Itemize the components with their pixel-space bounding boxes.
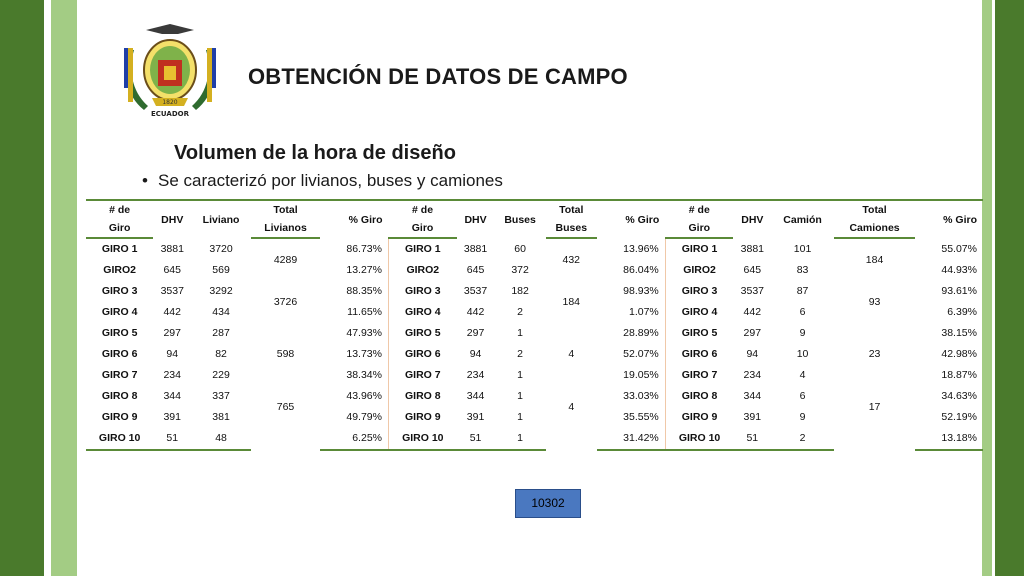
- header-giro-bottom: Giro: [389, 219, 457, 238]
- dhv-cell: 344: [163, 390, 181, 402]
- svg-text:ECUADOR: ECUADOR: [151, 110, 189, 118]
- liviano-cell: 3292: [209, 285, 233, 297]
- header-giro-top: # de: [389, 200, 457, 219]
- page-title: OBTENCIÓN DE DATOS DE CAMPO: [248, 64, 628, 89]
- giro-cell: GIRO 10: [86, 428, 153, 450]
- pct-giro-cell: 18.87%: [941, 369, 977, 381]
- giro-cell: GIRO 5: [101, 327, 138, 339]
- camion-cell: 87: [796, 285, 809, 297]
- total-livianos-cell: 598: [276, 348, 295, 360]
- dhv-cell: 234: [163, 369, 181, 381]
- giro-cell: GIRO 6: [405, 348, 441, 360]
- pct-giro-cell: 35.55%: [597, 407, 665, 428]
- header-pct-giro: % Giro: [597, 200, 665, 238]
- giro-cell: GIRO 6: [101, 348, 138, 360]
- total-livianos-cell: 3726: [273, 295, 298, 308]
- dhv-cell: 344: [743, 390, 762, 402]
- svg-text:1820: 1820: [162, 99, 178, 106]
- pct-giro-cell: 42.98%: [941, 348, 977, 360]
- liviano-cell: 569: [212, 264, 230, 276]
- giro-cell: GIRO2: [406, 264, 440, 276]
- pct-giro-cell: 52.07%: [597, 344, 665, 365]
- bullet-item: [142, 171, 503, 191]
- giro-cell: GIRO 8: [681, 390, 718, 402]
- left-dark-stripe: [0, 0, 44, 576]
- giro-cell: GIRO 4: [681, 306, 718, 318]
- giro-cell: GIRO 3: [405, 285, 441, 297]
- dhv-cell: 3881: [740, 242, 764, 255]
- pct-giro-cell: 44.93%: [941, 264, 977, 276]
- pct-giro-cell: 49.79%: [320, 407, 388, 428]
- camion-cell: 2: [771, 428, 834, 450]
- table-row: [86, 238, 983, 260]
- pct-giro-cell: 47.93%: [320, 323, 388, 344]
- header-total-top: Total: [546, 200, 597, 219]
- dhv-cell: 391: [743, 411, 762, 423]
- giro-cell: GIRO 4: [405, 306, 441, 318]
- buses-cell: 1: [517, 411, 524, 423]
- dhv-cell: 391: [466, 411, 485, 423]
- liviano-cell: 434: [212, 306, 230, 318]
- pct-giro-cell: 55.07%: [941, 242, 977, 255]
- dhv-cell: 234: [743, 369, 762, 381]
- total-buses-cell: 4: [568, 348, 575, 360]
- buses-cell: 60: [514, 242, 526, 255]
- header-giro-bottom: Giro: [86, 219, 153, 238]
- header-pct-giro: % Giro: [915, 200, 983, 238]
- dhv-cell: 94: [469, 348, 482, 360]
- pct-giro-cell: 28.89%: [597, 323, 665, 344]
- total-camiones-cell: 93: [868, 295, 881, 308]
- header-dhv: DHV: [153, 200, 191, 238]
- camion-cell: 101: [793, 242, 812, 255]
- pct-giro-cell: 13.27%: [320, 260, 388, 281]
- total-buses-cell: 184: [562, 295, 581, 308]
- bullet-text: Se caracterizó por livianos, buses y camiones: [158, 171, 503, 190]
- dhv-cell: 94: [746, 348, 759, 360]
- header-total-livianos: Livianos: [251, 219, 320, 238]
- giro-cell: GIRO2: [683, 264, 716, 276]
- dhv-cell: 442: [163, 306, 181, 318]
- liviano-cell: 48: [191, 428, 251, 450]
- section-subtitle: Volumen de la hora de diseño: [174, 142, 456, 164]
- camion-cell: 10: [796, 348, 809, 360]
- giro-cell: GIRO 8: [101, 390, 138, 402]
- header-camion: Camión: [771, 200, 834, 238]
- giro-cell: GIRO 9: [681, 411, 718, 423]
- grand-total-box: 10302: [515, 489, 581, 518]
- dhv-cell: 51: [733, 428, 771, 450]
- camion-cell: 9: [799, 411, 806, 423]
- dhv-cell: 3537: [463, 285, 488, 297]
- pct-giro-cell: 52.19%: [941, 411, 977, 423]
- giro-cell: GIRO 3: [681, 285, 718, 297]
- giro-cell: GIRO 7: [101, 369, 138, 381]
- pct-giro-cell: 34.63%: [941, 390, 977, 402]
- liviano-cell: 229: [212, 369, 230, 381]
- pct-giro-cell: 43.96%: [320, 386, 388, 407]
- giro-cell: GIRO 1: [101, 243, 138, 255]
- pct-giro-cell: 38.15%: [941, 327, 977, 339]
- pct-giro-cell: 6.25%: [320, 428, 388, 450]
- header-buses: Buses: [495, 200, 546, 238]
- pct-giro-cell: 31.42%: [597, 428, 665, 450]
- header-giro-top: # de: [86, 200, 153, 219]
- pct-giro-cell: 6.39%: [947, 306, 977, 318]
- buses-cell: 1: [517, 369, 524, 381]
- header-pct-giro: % Giro: [320, 200, 388, 238]
- dhv-cell: 297: [163, 327, 181, 339]
- pct-giro-cell: 38.34%: [320, 365, 388, 386]
- camion-cell: 6: [799, 306, 806, 318]
- pct-giro-cell: 13.73%: [320, 344, 388, 365]
- pct-giro-cell: 86.73%: [320, 238, 388, 260]
- dhv-cell: 442: [743, 306, 762, 318]
- buses-cell: 1: [517, 327, 524, 339]
- dhv-cell: 297: [466, 327, 485, 339]
- total-camiones-cell: 184: [865, 253, 884, 266]
- header-giro-bottom: Giro: [665, 219, 733, 238]
- header-dhv: DHV: [457, 200, 495, 238]
- buses-cell: 2: [517, 306, 524, 318]
- dhv-cell: 645: [466, 264, 485, 276]
- right-light-stripe: [982, 0, 992, 576]
- pct-giro-cell: 19.05%: [597, 365, 665, 386]
- buses-cell: 372: [511, 264, 529, 276]
- dhv-cell: 645: [743, 264, 762, 276]
- dhv-cell: 344: [466, 390, 485, 402]
- giro-cell: GIRO 10: [665, 428, 733, 450]
- liviano-cell: 381: [212, 411, 230, 423]
- dhv-cell: 3881: [463, 242, 488, 255]
- liviano-cell: 82: [215, 348, 227, 360]
- camion-cell: 6: [799, 390, 806, 402]
- dhv-cell: 3881: [160, 242, 184, 255]
- right-dark-stripe: [995, 0, 1024, 576]
- giro-cell: GIRO 5: [405, 327, 441, 339]
- total-buses-cell: 4: [568, 401, 575, 413]
- giro-cell: GIRO2: [103, 264, 136, 276]
- header-total-camiones: Camiones: [834, 219, 915, 238]
- giro-cell: GIRO 3: [101, 285, 138, 297]
- giro-cell: GIRO 10: [389, 428, 457, 450]
- camion-cell: 83: [796, 264, 809, 276]
- buses-cell: 1: [495, 428, 546, 450]
- total-buses-cell: 432: [562, 253, 581, 266]
- dhv-cell: 391: [163, 411, 181, 423]
- header-dhv: DHV: [733, 200, 771, 238]
- header-total-top: Total: [834, 200, 915, 219]
- total-camiones-cell: 23: [868, 348, 881, 360]
- dhv-cell: 51: [457, 428, 495, 450]
- pct-giro-cell: 11.65%: [320, 302, 388, 323]
- buses-cell: 1: [517, 390, 524, 402]
- pct-giro-cell: 13.96%: [597, 238, 665, 260]
- header-total-buses: Buses: [546, 219, 597, 238]
- table-row: [86, 281, 983, 302]
- pct-giro-cell: 33.03%: [597, 386, 665, 407]
- total-camiones-cell: 17: [868, 401, 881, 413]
- dhv-cell: 645: [163, 264, 181, 276]
- pct-giro-cell: 1.07%: [597, 302, 665, 323]
- traffic-volume-table: [86, 199, 983, 451]
- buses-cell: 182: [511, 285, 529, 297]
- header-giro-top: # de: [665, 200, 733, 219]
- giro-cell: GIRO 9: [101, 411, 138, 423]
- giro-cell: GIRO 1: [405, 243, 441, 255]
- total-livianos-cell: 4289: [273, 253, 298, 266]
- giro-cell: GIRO 1: [681, 243, 718, 255]
- liviano-cell: 337: [212, 390, 230, 402]
- dhv-cell: 3537: [160, 285, 184, 297]
- giro-cell: GIRO 5: [681, 327, 718, 339]
- giro-cell: GIRO 6: [681, 348, 718, 360]
- ecuador-coat-of-arms-logo: [118, 20, 222, 120]
- table-row: [86, 323, 983, 344]
- giro-cell: GIRO 7: [681, 369, 718, 381]
- liviano-cell: 287: [212, 327, 230, 339]
- header-total-top: Total: [251, 200, 320, 219]
- dhv-cell: 51: [153, 428, 191, 450]
- giro-cell: GIRO 8: [405, 390, 441, 402]
- table-row: [86, 365, 983, 386]
- pct-giro-cell: 98.93%: [597, 281, 665, 302]
- header-liviano: Liviano: [191, 200, 251, 238]
- camion-cell: 9: [799, 327, 806, 339]
- dhv-cell: 94: [166, 348, 179, 360]
- dhv-cell: 442: [466, 306, 485, 318]
- bullet-dot: •: [142, 171, 148, 190]
- pct-giro-cell: 88.35%: [320, 281, 388, 302]
- pct-giro-cell: 93.61%: [941, 285, 977, 297]
- dhv-cell: 297: [743, 327, 762, 339]
- liviano-cell: 3720: [209, 242, 233, 255]
- buses-cell: 2: [517, 348, 524, 360]
- dhv-cell: 3537: [740, 285, 764, 297]
- giro-cell: GIRO 9: [405, 411, 441, 423]
- giro-cell: GIRO 4: [101, 306, 138, 318]
- left-light-stripe: [51, 0, 77, 576]
- total-livianos-cell: 765: [276, 401, 295, 413]
- pct-giro-cell: 86.04%: [597, 260, 665, 281]
- pct-giro-cell: 13.18%: [915, 428, 983, 450]
- giro-cell: GIRO 7: [405, 369, 441, 381]
- camion-cell: 4: [799, 369, 806, 381]
- dhv-cell: 234: [466, 369, 485, 381]
